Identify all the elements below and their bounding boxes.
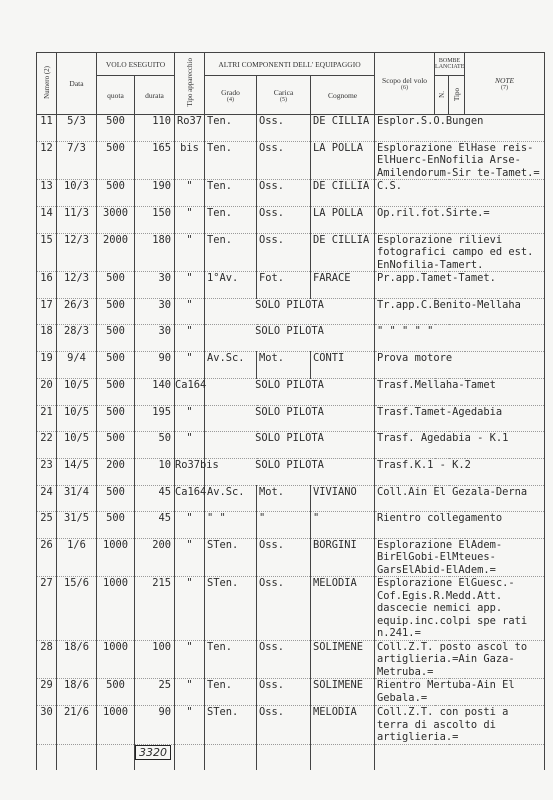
- cell-quota: 200: [97, 458, 135, 485]
- cell-tipo: ": [175, 706, 205, 745]
- cell-grado: Ten.: [205, 679, 257, 706]
- cell-tipo: ": [175, 352, 205, 379]
- cell-n: 18: [37, 325, 57, 352]
- cell-carica: Oss.: [257, 577, 311, 641]
- cell-tipo: ": [175, 206, 205, 233]
- cell-data: 5/3: [57, 115, 97, 142]
- cell-cognome: ": [311, 512, 375, 539]
- col-scopo: Scopo del volo (6): [375, 53, 435, 115]
- cell-n: 12: [37, 141, 57, 180]
- cell-data: 18/6: [57, 679, 97, 706]
- col-bombe-n: N.: [435, 76, 449, 115]
- cell-cognome: LA POLLA: [311, 141, 375, 180]
- total-duration: 3320: [135, 745, 171, 760]
- cell-durata: 100: [135, 640, 175, 679]
- table-row: [37, 206, 545, 233]
- cell-carica: Fot.: [257, 272, 311, 299]
- cell-n: 17: [37, 298, 57, 325]
- cell-tipo: Ca164: [175, 378, 205, 405]
- cell-grado: STen.: [205, 577, 257, 641]
- table-row: [37, 512, 545, 539]
- cell-quota: 1000: [97, 706, 135, 745]
- cell-scopo: Tr.app.C.Benito-Mellaha: [375, 298, 545, 325]
- cell-n: 29: [37, 679, 57, 706]
- cell-tipo: ": [175, 405, 205, 432]
- cell-data: 28/3: [57, 325, 97, 352]
- cell-cognome: SOLIMENE: [311, 679, 375, 706]
- cell-n: 26: [37, 538, 57, 577]
- col-bombe: BOMBE LANCIATE: [435, 53, 465, 76]
- cell-data: 18/6: [57, 640, 97, 679]
- cell-scopo: Esplorazione rilievi fotografici campo ed est. EnNofilia-Tamert.: [375, 233, 545, 272]
- cell-n: 11: [37, 115, 57, 142]
- cell-scopo: Esplorazione ElHase reis-ElHuerc-EnNofilia Arse-Amilendorum-Sir te-Tamet.=: [375, 141, 545, 180]
- cell-durata: 90: [135, 352, 175, 379]
- cell-scopo: Esplorazione ElGuesc.-Cof.Egis.R.Medd.Att. dascecie nemici app. equip.inc.colpi spe rati n.241.=: [375, 577, 545, 641]
- cell-cognome: MELODIA: [311, 577, 375, 641]
- cell-tipo: ": [175, 272, 205, 299]
- cell-tipo: ": [175, 640, 205, 679]
- cell-quota: 500: [97, 298, 135, 325]
- cell-n: 23: [37, 458, 57, 485]
- table-row: [37, 298, 545, 325]
- cell-durata: 150: [135, 206, 175, 233]
- cell-cognome: BORGINI: [311, 538, 375, 577]
- table-row: [37, 115, 545, 142]
- cell-grado: Ten.: [205, 206, 257, 233]
- table-row: [37, 538, 545, 577]
- cell-quota: 500: [97, 485, 135, 512]
- cell-tipo: ": [175, 432, 205, 459]
- cell-data: 10/5: [57, 405, 97, 432]
- cell-scopo: Coll.Ain El Gezala-Derna: [375, 485, 545, 512]
- cell-durata: 200: [135, 538, 175, 577]
- cell-n: 14: [37, 206, 57, 233]
- cell-quota: 2000: [97, 233, 135, 272]
- cell-n: 15: [37, 233, 57, 272]
- cell-n: 21: [37, 405, 57, 432]
- cell-carica: Oss.: [257, 679, 311, 706]
- col-grado: Grado (4): [205, 76, 257, 115]
- flight-log-table: [36, 52, 545, 770]
- cell-quota: 1000: [97, 577, 135, 641]
- cell-quota: 500: [97, 272, 135, 299]
- table-row: [37, 405, 545, 432]
- cell-scopo: Rientro Mertuba-Ain El Gebala.=: [375, 679, 545, 706]
- cell-cognome: SOLIMENE: [311, 640, 375, 679]
- cell-grado: SOLO PILOTA: [205, 405, 375, 432]
- cell-tipo: ": [175, 180, 205, 207]
- cell-durata: 180: [135, 233, 175, 272]
- cell-carica: Oss.: [257, 706, 311, 745]
- cell-grado: 1°Av.: [205, 272, 257, 299]
- cell-grado: STen.: [205, 538, 257, 577]
- cell-grado: Ten.: [205, 115, 257, 142]
- cell-data: 10/3: [57, 180, 97, 207]
- cell-data: 31/4: [57, 485, 97, 512]
- col-carica: Carica (5): [257, 76, 311, 115]
- table-row: [37, 706, 545, 745]
- cell-durata: 30: [135, 298, 175, 325]
- cell-durata: 195: [135, 405, 175, 432]
- cell-durata: 190: [135, 180, 175, 207]
- cell-carica: Oss.: [257, 206, 311, 233]
- cell-data: 11/3: [57, 206, 97, 233]
- cell-grado: Ten.: [205, 180, 257, 207]
- cell-grado: SOLO PILOTA: [205, 458, 375, 485]
- cell-grado: Ten.: [205, 640, 257, 679]
- cell-scopo: Trasf.Mellaha-Tamet: [375, 378, 545, 405]
- cell-data: 14/5: [57, 458, 97, 485]
- log-body: [37, 115, 545, 771]
- cell-quota: 3000: [97, 206, 135, 233]
- cell-scopo: Rientro collegamento: [375, 512, 545, 539]
- cell-durata: 110: [135, 115, 175, 142]
- cell-carica: Mot.: [257, 352, 311, 379]
- cell-scopo: " " " " ": [375, 325, 545, 352]
- cell-data: 15/6: [57, 577, 97, 641]
- table-row: [37, 325, 545, 352]
- cell-durata: 215: [135, 577, 175, 641]
- table-row: [37, 233, 545, 272]
- table-row: [37, 485, 545, 512]
- table-row: [37, 577, 545, 641]
- cell-quota: 500: [97, 180, 135, 207]
- cell-carica: Oss.: [257, 180, 311, 207]
- cell-data: 7/3: [57, 141, 97, 180]
- col-data: Data: [57, 53, 97, 115]
- cell-tipo: ": [175, 325, 205, 352]
- cell-quota: 500: [97, 432, 135, 459]
- cell-grado: SOLO PILOTA: [205, 325, 375, 352]
- table-row: [37, 141, 545, 180]
- cell-grado: Av.Sc.: [205, 352, 257, 379]
- cell-tipo: Ro37: [175, 115, 205, 142]
- cell-quota: 500: [97, 378, 135, 405]
- cell-carica: Oss.: [257, 115, 311, 142]
- cell-carica: Mot.: [257, 485, 311, 512]
- cell-scopo: Trasf.K.1 - K.2: [375, 458, 545, 485]
- cell-grado: " ": [205, 512, 257, 539]
- cell-data: 9/4: [57, 352, 97, 379]
- cell-grado: SOLO PILOTA: [205, 378, 375, 405]
- cell-tipo: ": [175, 298, 205, 325]
- table-row: [37, 640, 545, 679]
- table-row: [37, 378, 545, 405]
- cell-scopo: Esplorazione ElAdem-BirElGobi-ElMteues-GarsElAbid-ElAdem.=: [375, 538, 545, 577]
- cell-durata: 25: [135, 679, 175, 706]
- cell-n: 16: [37, 272, 57, 299]
- col-durata: durata: [135, 76, 175, 115]
- cell-grado: SOLO PILOTA: [205, 432, 375, 459]
- col-volo-eseguito: VOLO ESEGUITO: [97, 53, 175, 76]
- cell-n: 22: [37, 432, 57, 459]
- table-row: [37, 180, 545, 207]
- cell-cognome: LA POLLA: [311, 206, 375, 233]
- col-bombe-tipo: Tipo: [449, 76, 465, 115]
- cell-carica: Oss.: [257, 640, 311, 679]
- cell-carica: ": [257, 512, 311, 539]
- cell-cognome: DE CILLIA: [311, 233, 375, 272]
- cell-durata: 45: [135, 485, 175, 512]
- col-cognome: Cognome: [311, 76, 375, 115]
- col-numero: Numero (2): [37, 53, 57, 115]
- cell-data: 1/6: [57, 538, 97, 577]
- col-tipo-apparecchio: Tipo apparecchio: [175, 53, 205, 115]
- cell-tipo: ": [175, 512, 205, 539]
- col-quota: quota: [97, 76, 135, 115]
- cell-data: 10/5: [57, 378, 97, 405]
- cell-cognome: DE CILLIA: [311, 180, 375, 207]
- cell-grado: Ten.: [205, 233, 257, 272]
- cell-grado: STen.: [205, 706, 257, 745]
- cell-carica: Oss.: [257, 233, 311, 272]
- cell-n: 30: [37, 706, 57, 745]
- cell-durata: 10: [135, 458, 175, 485]
- cell-cognome: VIVIANO: [311, 485, 375, 512]
- table-row: [37, 272, 545, 299]
- cell-cognome: CONTI: [311, 352, 375, 379]
- table-row: [37, 352, 545, 379]
- table-row: [37, 679, 545, 706]
- cell-data: 26/3: [57, 298, 97, 325]
- cell-cognome: FARACE: [311, 272, 375, 299]
- cell-quota: 500: [97, 405, 135, 432]
- cell-tipo: ": [175, 577, 205, 641]
- col-note: NOTE (7): [465, 53, 545, 115]
- cell-durata: 45: [135, 512, 175, 539]
- cell-carica: Oss.: [257, 141, 311, 180]
- cell-data: 12/3: [57, 233, 97, 272]
- cell-scopo: Coll.Z.T. con posti a terra di ascolto di artiglieria.=: [375, 706, 545, 745]
- cell-n: 25: [37, 512, 57, 539]
- cell-tipo: ": [175, 679, 205, 706]
- cell-data: 31/5: [57, 512, 97, 539]
- cell-quota: 500: [97, 115, 135, 142]
- cell-quota: 1000: [97, 640, 135, 679]
- cell-scopo: Prova motore: [375, 352, 545, 379]
- cell-n: 13: [37, 180, 57, 207]
- cell-durata: 30: [135, 272, 175, 299]
- cell-carica: Oss.: [257, 538, 311, 577]
- table-row: [37, 432, 545, 459]
- cell-quota: 500: [97, 352, 135, 379]
- cell-tipo: bis: [175, 141, 205, 180]
- cell-n: 24: [37, 485, 57, 512]
- cell-durata: 50: [135, 432, 175, 459]
- cell-cognome: DE CILLIA: [311, 115, 375, 142]
- cell-quota: 500: [97, 141, 135, 180]
- cell-n: 28: [37, 640, 57, 679]
- cell-tipo: Ro37bis: [175, 458, 205, 485]
- cell-data: 12/3: [57, 272, 97, 299]
- cell-tipo: ": [175, 538, 205, 577]
- cell-quota: 500: [97, 679, 135, 706]
- cell-scopo: Trasf. Agedabia - K.1: [375, 432, 545, 459]
- cell-data: 10/5: [57, 432, 97, 459]
- cell-tipo: ": [175, 233, 205, 272]
- cell-scopo: Trasf.Tamet-Agedabia: [375, 405, 545, 432]
- cell-scopo: C.S.: [375, 180, 545, 207]
- col-altri-componenti: ALTRI COMPONENTI DELL' EQUIPAGGIO: [205, 53, 375, 76]
- cell-durata: 30: [135, 325, 175, 352]
- cell-n: 27: [37, 577, 57, 641]
- cell-durata: 165: [135, 141, 175, 180]
- cell-scopo: Esplor.S.O.Bungen: [375, 115, 545, 142]
- cell-tipo: Ca164: [175, 485, 205, 512]
- cell-scopo: Pr.app.Tamet-Tamet.: [375, 272, 545, 299]
- cell-grado: Av.Sc.: [205, 485, 257, 512]
- total-row: [37, 744, 545, 770]
- cell-scopo: Coll.Z.T. posto ascol to artiglieria.=Ain Gaza-Metruba.=: [375, 640, 545, 679]
- cell-grado: SOLO PILOTA: [205, 298, 375, 325]
- table-row: [37, 458, 545, 485]
- cell-quota: 1000: [97, 538, 135, 577]
- cell-n: 19: [37, 352, 57, 379]
- cell-data: 21/6: [57, 706, 97, 745]
- cell-durata: 90: [135, 706, 175, 745]
- cell-scopo: Op.ril.fot.Sirte.=: [375, 206, 545, 233]
- cell-n: 20: [37, 378, 57, 405]
- cell-grado: Ten.: [205, 141, 257, 180]
- cell-quota: 500: [97, 512, 135, 539]
- cell-quota: 500: [97, 325, 135, 352]
- cell-cognome: MELODIA: [311, 706, 375, 745]
- cell-durata: 140: [135, 378, 175, 405]
